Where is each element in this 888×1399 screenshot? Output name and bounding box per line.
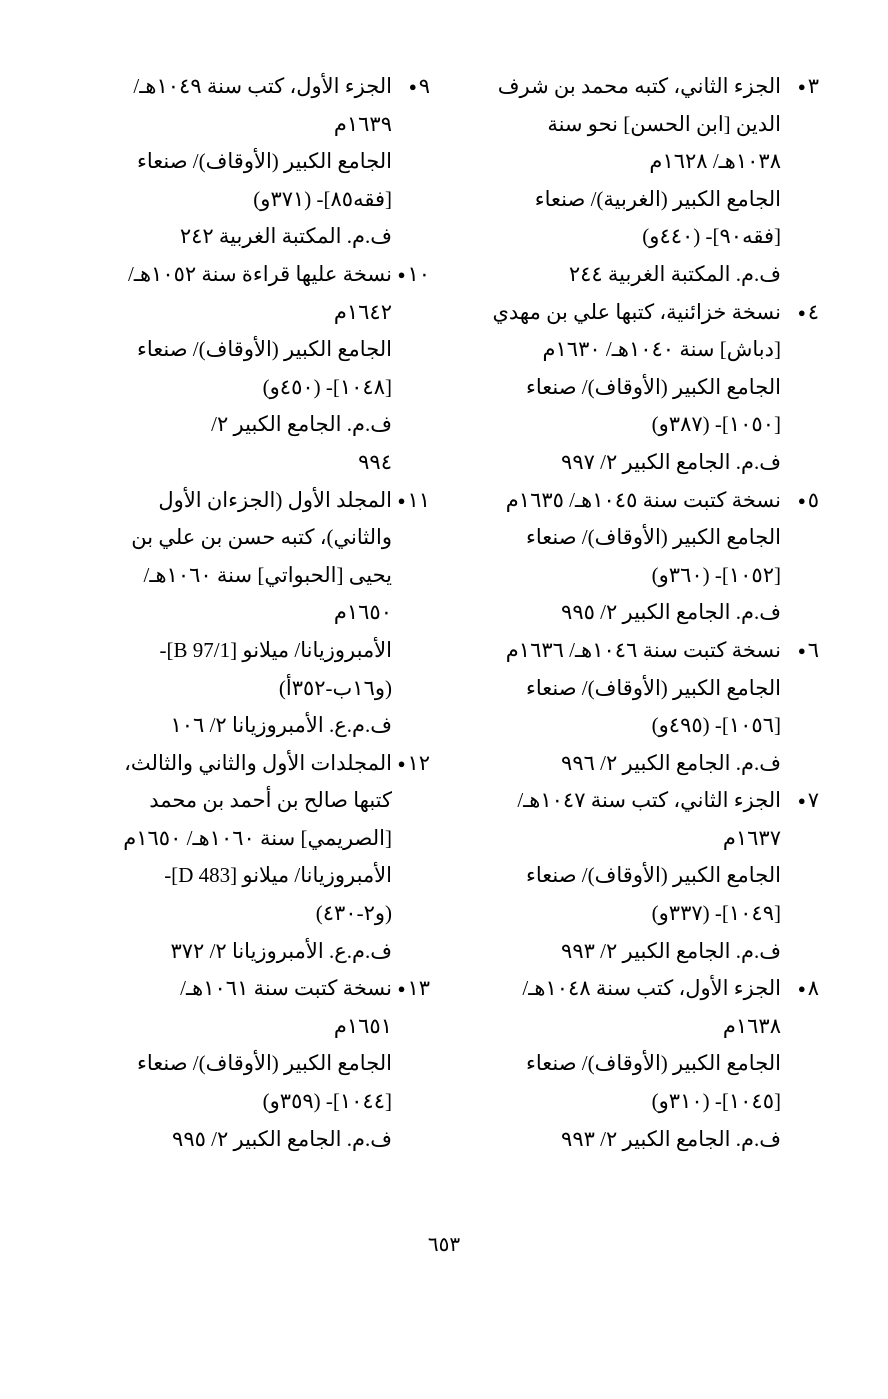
entry-line: الجزء الثاني، كتبه محمد بن شرف	[497, 74, 781, 98]
entry-number	[394, 482, 430, 520]
entry-line: ف.م. الجامع الكبير ٢/ ٩٩٧	[561, 449, 781, 474]
entry-line: الجامع الكبير (الأوقاف)/ صنعاء	[525, 863, 781, 888]
entry-number-text: ١٣	[407, 976, 430, 1001]
entry-line: [١٠٥٦]- (٤٩٥و)	[651, 713, 781, 738]
entry-number-text: ١٢	[407, 750, 430, 775]
left-column	[80, 68, 430, 1158]
entry-line: (و١٦ب-٣٥٢أ)	[278, 675, 392, 700]
entry-line: ف.م.ع. الأمبروزيانا ٢/ ١٠٦	[170, 713, 392, 738]
entry-line: [فقه٨٥]- (٣٧١و)	[253, 186, 392, 211]
entry-line: ف.م.ع. الأمبروزيانا ٢/ ٣٧٢	[170, 938, 392, 963]
entry-line: الأمبروزيانا/ ميلانو [D 483]-	[164, 863, 392, 888]
entry-line: نسخة عليها قراءة سنة ١٠٥٢هـ/	[127, 261, 392, 286]
catalog-entry	[474, 782, 819, 970]
catalog-entry	[474, 482, 819, 632]
entry-line: كتبها صالح بن أحمد بن محمد	[149, 788, 392, 813]
bullet-icon: ●	[797, 492, 806, 508]
entry-line: الجامع الكبير (الغربية)/ صنعاء	[534, 186, 781, 211]
entry-line: ف.م. المكتبة الغربية ٢٤٢	[179, 224, 392, 249]
entry-number-text: ١٠	[407, 261, 430, 286]
bullet-icon: ●	[797, 79, 806, 94]
catalog-entry	[474, 68, 819, 294]
entry-line: ١٦٣٩م	[333, 111, 392, 136]
catalog-entry	[80, 68, 430, 256]
entry-line: الدين [ابن الحسن] نحو سنة	[547, 111, 781, 136]
entry-number	[394, 970, 430, 1008]
entry-line: [دباش] سنة ١٠٤٠هـ/ ١٦٣٠م	[542, 337, 781, 362]
entry-line: ١٦٣٨م	[722, 1013, 781, 1038]
entry-number-text: ٣	[807, 74, 819, 98]
entry-line: الجامع الكبير (الأوقاف)/ صنعاء	[136, 1051, 392, 1076]
entry-number	[783, 482, 819, 520]
page-number: ٦٥٣	[427, 1234, 461, 1256]
entry-number	[394, 256, 430, 294]
entry-line: [١٠٥٢]- (٣٦٠و)	[651, 562, 781, 587]
entry-line: يحيى [الحبواتي] سنة ١٠٦٠هـ/	[143, 562, 392, 587]
entry-line: [فقه٩٠]- (٤٤٠و)	[642, 224, 781, 249]
entry-number	[783, 782, 819, 820]
entry-line: ف.م. الجامع الكبير ٢/ ٩٩٦	[561, 750, 781, 775]
entry-number-text: ٦	[807, 637, 819, 662]
entry-line: ١٦٥١م	[333, 1013, 392, 1038]
catalog-entry	[474, 632, 819, 782]
entry-line: الأمبروزيانا/ ميلانو [B 97/1]-	[159, 637, 392, 662]
bullet-icon: ●	[397, 266, 406, 282]
entry-line: [الصريمي] سنة ١٠٦٠هـ/ ١٦٥٠م	[123, 825, 392, 850]
entry-line: ف.م. الجامع الكبير ٢/ ٩٩٥	[172, 1126, 392, 1151]
entry-line: نسخة كتبت سنة ١٠٦١هـ/	[180, 976, 392, 1001]
entry-line: ف.م. الجامع الكبير ٢/ ٩٩٣	[561, 938, 781, 963]
entry-number	[783, 68, 819, 106]
entry-number-text: ٥	[807, 487, 819, 512]
bullet-icon: ●	[797, 793, 806, 809]
bullet-icon: ●	[797, 642, 806, 658]
entry-number-text: ٤	[807, 299, 819, 324]
entry-line: المجلد الأول (الجزءان الأول	[158, 487, 392, 512]
entry-line: (و٢-٤٣٠)	[315, 901, 392, 926]
entry-number	[783, 632, 819, 670]
entry-line: المجلدات الأول والثاني والثالث،	[124, 750, 392, 775]
catalog-entry	[80, 256, 430, 482]
entry-number-text: ٨	[807, 976, 819, 1001]
entry-number	[394, 68, 430, 106]
entry-line: [١٠٤٨]- (٤٥٠و)	[262, 374, 392, 399]
entry-number-text: ١١	[407, 487, 430, 512]
entry-line: ف.م. المكتبة الغربية ٢٤٤	[568, 261, 781, 286]
entry-number-text: ٩	[418, 74, 430, 98]
entry-line: الجامع الكبير (الأوقاف)/ صنعاء	[525, 525, 781, 550]
entry-line: ١٠٣٨هـ/ ١٦٢٨م	[649, 149, 781, 174]
entry-line: نسخة خزائنية، كتبها علي بن مهدي	[492, 299, 781, 324]
entry-number	[394, 745, 430, 783]
bullet-icon: ●	[797, 981, 806, 997]
entry-line: الجزء الثاني، كتب سنة ١٠٤٧هـ/	[517, 788, 781, 813]
catalog-entry	[474, 970, 819, 1158]
catalog-entry	[80, 970, 430, 1158]
entry-line: الجامع الكبير (الأوقاف)/ صنعاء	[136, 149, 392, 174]
catalog-entry	[474, 294, 819, 482]
entry-line: ١٦٤٢م	[333, 299, 392, 324]
entry-line: ف.م. الجامع الكبير ٢/ ٩٩٣	[561, 1126, 781, 1151]
entry-line: نسخة كتبت سنة ١٠٤٦هـ/ ١٦٣٦م	[505, 637, 781, 662]
entry-line: [١٠٤٥]- (٣١٠و)	[651, 1089, 781, 1114]
entry-number	[783, 294, 819, 332]
entry-line: الجامع الكبير (الأوقاف)/ صنعاء	[525, 374, 781, 399]
entry-number-text: ٧	[807, 788, 819, 813]
entry-line: الجامع الكبير (الأوقاف)/ صنعاء	[136, 337, 392, 362]
entry-line: الجامع الكبير (الأوقاف)/ صنعاء	[525, 1051, 781, 1076]
entry-line: الجزء الأول، كتب سنة ١٠٤٩هـ/	[133, 74, 392, 98]
bullet-icon: ●	[397, 981, 406, 997]
entry-line: ١٦٣٧م	[722, 825, 781, 850]
entry-line: ف.م. الجامع الكبير ٢/	[211, 412, 392, 437]
bullet-icon: ●	[408, 79, 417, 94]
entry-line: [١٠٤٩]- (٣٣٧و)	[651, 901, 781, 926]
entry-line: الجزء الأول، كتب سنة ١٠٤٨هـ/	[522, 976, 781, 1001]
entry-line: نسخة كتبت سنة ١٠٤٥هـ/ ١٦٣٥م	[505, 487, 781, 512]
catalog-entry	[80, 745, 430, 971]
bullet-icon: ●	[397, 492, 406, 508]
bullet-icon: ●	[797, 304, 806, 320]
entry-line: ١٦٥٠م	[333, 600, 392, 625]
right-column	[474, 68, 819, 1158]
bullet-icon: ●	[397, 755, 406, 771]
entry-line: والثاني)، كتبه حسن بن علي بن	[131, 525, 392, 550]
entry-line: الجامع الكبير (الأوقاف)/ صنعاء	[525, 675, 781, 700]
entry-line: [١٠٤٤]- (٣٥٩و)	[262, 1089, 392, 1114]
entry-number	[783, 970, 819, 1008]
entry-line: [١٠٥٠]- (٣٨٧و)	[651, 412, 781, 437]
entry-line: ف.م. الجامع الكبير ٢/ ٩٩٥	[561, 600, 781, 625]
entry-line: ٩٩٤	[358, 449, 392, 474]
catalog-entry	[80, 482, 430, 745]
